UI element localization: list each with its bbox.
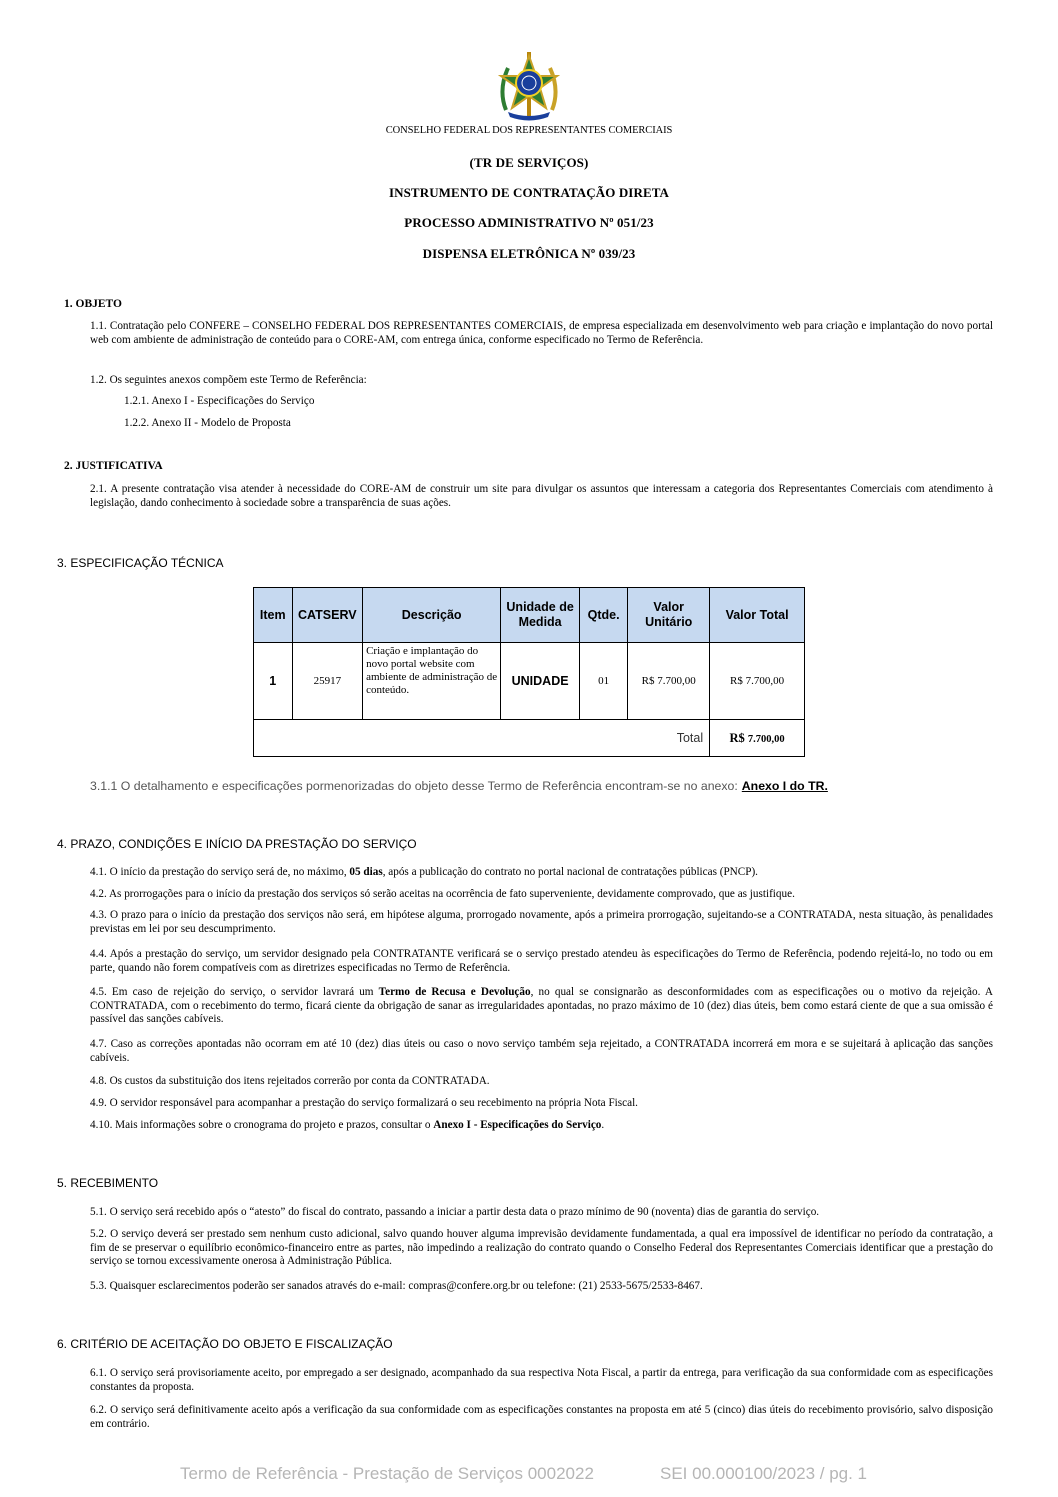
- s5-p2: 5.2. O serviço deverá ser prestado sem nenhum custo adicional, salvo quando houver alguma imprevisão devidamente fundamentada, a qual era impossível de identificar no período da contratação, a fim de se preservar o equilíbrio econômico-financeiro entre as partes, não impedindo a realização do contrato quando o Conselho Federal dos Representantes Comerciais identificar que a prestação do serviço se tornou excessivamente onerosa à Administração Pública.: [90, 1228, 993, 1268]
- col-qty: Qtde.: [579, 588, 627, 643]
- col-total: Valor Total: [710, 588, 805, 643]
- s4-p10-a: 4.10. Mais informações sobre o cronograma do projeto e prazos, consultar o: [90, 1119, 431, 1131]
- s1-annex-2: 1.2.2. Anexo II - Modelo de Proposta: [124, 417, 291, 429]
- s4-p10: [90, 1119, 993, 1133]
- s1-p1: 1.1. Contratação pelo CONFERE – CONSELHO FEDERAL DOS REPRESENTANTES COMERCIAIS, de empresa especializada em desenvolvimento web para criação e implantação do novo portal web com ambiente de administração de conteúdo para o CORE-AM, com entrega única, conforme especificado no Termo de Referência.: [90, 320, 993, 346]
- footer-page-ref: SEI 00.000100/2023 / pg. 1: [660, 1464, 868, 1483]
- s5-p1: 5.1. O serviço será recebido após o “atesto” do fiscal do contrato, passando a iniciar a partir desta data o prazo mínimo de 90 (noventa) dias de garantia do serviço.: [90, 1206, 820, 1218]
- s4-p1-a: 4.1. O início da prestação do serviço será de, no máximo,: [90, 866, 347, 878]
- s2-p1: 2.1. A presente contratação visa atender à necessidade do CORE-AM de construir um site para divulgar os assuntos que interessam a categoria dos Representantes Comerciais com atendimento à legislação, dando conhecimento à sociedade sobre a transparência de suas ações.: [90, 483, 993, 509]
- s4-p5-c: , no qual se consignarão as desconformidades com as especificações ou o motivo da rejeição. A CONTRATADA, com o recebimento do termo, ficará ciente da obrigação de sanar as irregularidades apontadas, no prazo máximo de 10 (dez) dias úteis, bem como estará ciente de que a sua omissão é passível das sanções cabíveis.: [90, 986, 994, 1026]
- cell-catserv: 25917: [292, 643, 363, 720]
- section-3-title: 3. ESPECIFICAÇÃO TÉCNICA: [57, 556, 224, 570]
- s4-p10-b: Anexo I - Especificações do Serviço: [433, 1119, 602, 1131]
- total-currency: R$: [729, 730, 745, 745]
- section-4-title: 4. PRAZO, CONDIÇÕES E INÍCIO DA PRESTAÇÃO DO SERVIÇO: [57, 837, 417, 851]
- header-line4: DISPENSA ELETRÔNICA Nº 039/23: [422, 246, 636, 261]
- s4-p9: 4.9. O servidor responsável para acompanhar a prestação do serviço formalizará o seu recebimento na própria Nota Fiscal.: [90, 1097, 638, 1109]
- s1-p2: 1.2. Os seguintes anexos compõem este Termo de Referência:: [90, 374, 367, 386]
- s4-p1-c: , após a publicação do contrato no portal nacional de contratações públicas (PNCP).: [382, 866, 758, 878]
- header-org: CONSELHO FEDERAL DOS REPRESENTANTES COMERCIAIS: [385, 125, 673, 136]
- cell-unit-value: R$ 7.700,00: [628, 643, 710, 720]
- col-unit-value: [628, 588, 710, 643]
- s3-note: [90, 779, 828, 793]
- s4-p10-c: .: [601, 1119, 605, 1131]
- total-row: [254, 720, 805, 757]
- coat-of-arms-emblem: [496, 50, 562, 122]
- col-catserv: CATSERV: [292, 588, 363, 643]
- header-line1: (TR DE SERVIÇOS): [469, 155, 589, 170]
- col-unit: [501, 588, 580, 643]
- s4-p8: 4.8. Os custos da substituição dos itens rejeitados correrão por conta da CONTRATADA.: [90, 1075, 490, 1087]
- total-value: [710, 720, 805, 757]
- cell-total: R$ 7.700,00: [710, 643, 805, 720]
- s1-annex-1: 1.2.1. Anexo I - Especificações do Serviço: [124, 395, 315, 407]
- spec-table: [253, 587, 805, 757]
- section-1-title: 1. OBJETO: [64, 298, 122, 310]
- s4-p5-a: 4.5. Em caso de rejeição do serviço, o servidor lavrará um: [90, 986, 374, 998]
- s4-p3: 4.3. O prazo para o início da prestação dos serviços não será, em hipótese alguma, prorrogado novamente, após a primeira prorrogação, sujeitando-se a CONTRATADA, nesta situação, às penalidades previstas em lei por seu descumprimento.: [90, 909, 993, 935]
- s4-p2: 4.2. As prorrogações para o início da prestação dos serviços só serão aceitas na ocorrência de fato superveniente, devidamente comprovado, que as justifique.: [90, 888, 795, 900]
- cell-item: 1: [254, 643, 293, 720]
- col-unit-value-label: Valor Unitário: [645, 600, 693, 629]
- s4-p1: [90, 866, 993, 880]
- table-row: [254, 643, 805, 720]
- s4-p7: 4.7. Caso as correções apontadas não ocorram em até 10 (dez) dias úteis ou caso o novo serviço também seja rejeitado, a CONTRATADA incorrerá em mora e se sujeitará à aplicação das sanções cabíveis.: [90, 1038, 993, 1064]
- annex-link[interactable]: Anexo I do TR.: [741, 779, 828, 793]
- header-line2: INSTRUMENTO DE CONTRATAÇÃO DIRETA: [388, 185, 670, 200]
- total-amount: 7.700,00: [747, 733, 785, 745]
- section-5-title: 5. RECEBIMENTO: [57, 1176, 159, 1190]
- cell-qty: 01: [579, 643, 627, 720]
- cell-unit: UNIDADE: [501, 643, 580, 720]
- total-label: Total: [254, 720, 710, 757]
- col-description: Descrição: [363, 588, 501, 643]
- s6-p1: 6.1. O serviço será provisoriamente aceito, por empregado a ser designado, acompanhado da sua respectiva Nota Fiscal, a partir da entrega, para verificação da sua conformidade com as especificações constantes da proposta.: [90, 1367, 993, 1393]
- cell-description: Criação e implantação do novo portal website com ambiente de administração de conteúdo.: [363, 643, 501, 720]
- col-item: Item: [254, 588, 293, 643]
- s4-p4: 4.4. Após a prestação do serviço, um servidor designado pela CONTRATANTE verificará se o serviço prestado atendeu às especificações do Termo de Referência, podendo rejeitá-lo, no todo ou em parte, quando não forem compatíveis com as diretrizes especificadas no Termo de Referência.: [90, 948, 993, 974]
- s5-p3: 5.3. Quaisquer esclarecimentos poderão ser sanados através do e-mail: compras@confere.org.br ou telefone: (21) 2533-5675/2533-8467.: [90, 1280, 703, 1292]
- s3-note-text: 3.1.1 O detalhamento e especificações pormenorizadas do objeto desse Termo de Referência encontram-se no anexo:: [90, 779, 738, 793]
- s4-p5: [90, 986, 993, 1027]
- col-unit-label: Unidade de Medida: [506, 600, 574, 629]
- footer-doc-title: Termo de Referência - Prestação de Serviços 0002022: [180, 1464, 594, 1483]
- s4-p1-b: 05 dias: [349, 866, 383, 878]
- header-line3: PROCESSO ADMINISTRATIVO Nº 051/23: [404, 215, 654, 230]
- section-6-title: 6. CRITÉRIO DE ACEITAÇÃO DO OBJETO E FISCALIZAÇÃO: [57, 1337, 393, 1351]
- s4-p5-b: Termo de Recusa e Devolução: [378, 986, 531, 998]
- section-2-title: 2. JUSTIFICATIVA: [64, 460, 163, 472]
- s6-p2: 6.2. O serviço será definitivamente aceito após a verificação da sua conformidade com as especificações constantes na proposta em até 5 (cinco) dias úteis do recebimento provisório, salvo disposição em contrário.: [90, 1404, 993, 1430]
